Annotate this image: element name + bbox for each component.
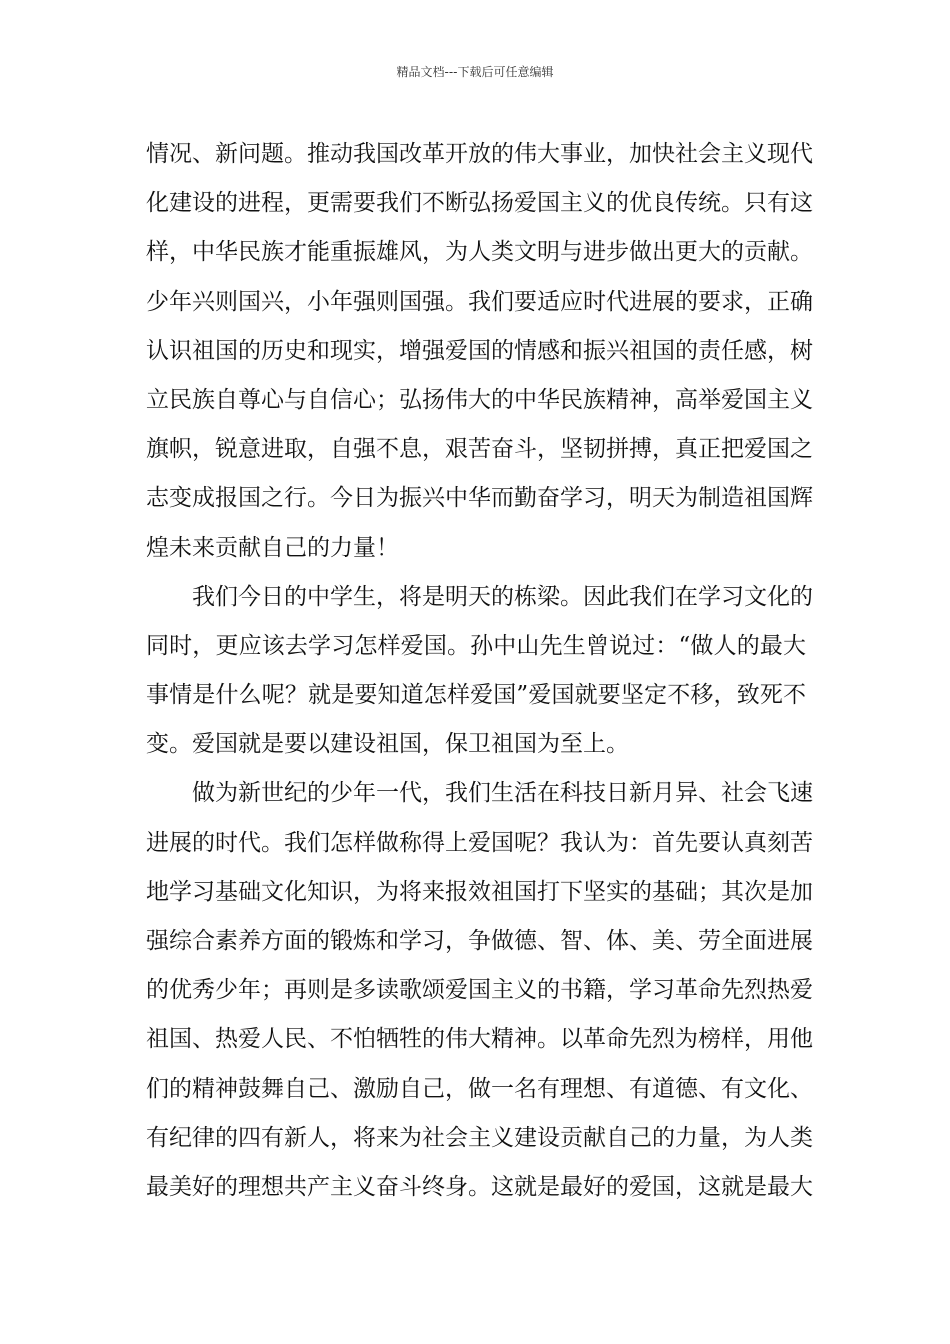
text-line: 情况、新问题。推动我国改革开放的伟大事业，加快社会主义现代 [146, 141, 813, 167]
text-line: 事情是什么呢？就是要知道怎样爱国”爱国就要坚定不移，致死不 [146, 682, 806, 709]
text-line: 地学习基础文化知识，为将来报效祖国打下坚实的基础；其次是加 [146, 878, 813, 905]
text-line: 的优秀少年；再则是多读歌颂爱国主义的书籍，学习革命先烈热爱 [146, 977, 813, 1004]
text-line: 少年兴则国兴，小年强则国强。我们要适应时代进展的要求，正确 [146, 288, 813, 315]
paragraph-first-line: 做为新世纪的少年一代，我们生活在科技日新月异、社会飞速 [192, 780, 813, 807]
text-line: 变。爱国就是要以建设祖国，保卫祖国为至上。 [146, 731, 629, 758]
text-line: 立民族自尊心与自信心；弘扬伟大的中华民族精神，高举爱国主义 [146, 386, 813, 413]
text-line: 煌未来贡献自己的力量！ [146, 534, 399, 561]
text-line: 们的精神鼓舞自己、激励自己，做一名有理想、有道德、有文化、 [146, 1075, 813, 1102]
text-line: 认识祖国的历史和现实，增强爱国的情感和振兴祖国的责任感，树 [146, 337, 813, 364]
text-line: 志变成报国之行。今日为振兴中华而勤奋学习，明天为制造祖国辉 [146, 485, 813, 512]
text-line: 强综合素养方面的锻炼和学习，争做德、智、体、美、劳全面进展 [146, 928, 813, 954]
text-line: 有纪律的四有新人，将来为社会主义建设贡献自己的力量，为人类 [146, 1124, 813, 1151]
text-line: 样，中华民族才能重振雄风，为人类文明与进步做出更大的贡献。 [146, 239, 813, 266]
text-line: 最美好的理想共产主义奋斗终身。这就是最好的爱国，这就是最大 [146, 1173, 813, 1200]
text-line: 进展的时代。我们怎样做称得上爱国呢？我认为：首先要认真刻苦 [146, 829, 813, 856]
paragraph-first-line: 我们今日的中学生，将是明天的栋梁。因此我们在学习文化的 [192, 583, 813, 610]
text-line: 祖国、热爱人民、不怕牺牲的伟大精神。以革命先烈为榜样，用他 [146, 1026, 813, 1053]
document-body [146, 130, 813, 1212]
text-line: 化建设的进程，更需要我们不断弘扬爱国主义的优良传统。只有这 [146, 190, 813, 217]
text-line: 同时，更应该去学习怎样爱国。孙中山先生曾说过：“做人的最大 [146, 632, 806, 659]
text-line: 旗帜，锐意进取，自强不息，艰苦奋斗，坚韧拼搏，真正把爱国之 [146, 436, 813, 463]
page-header: 精品文档---下载后可任意编辑 [396, 65, 554, 79]
